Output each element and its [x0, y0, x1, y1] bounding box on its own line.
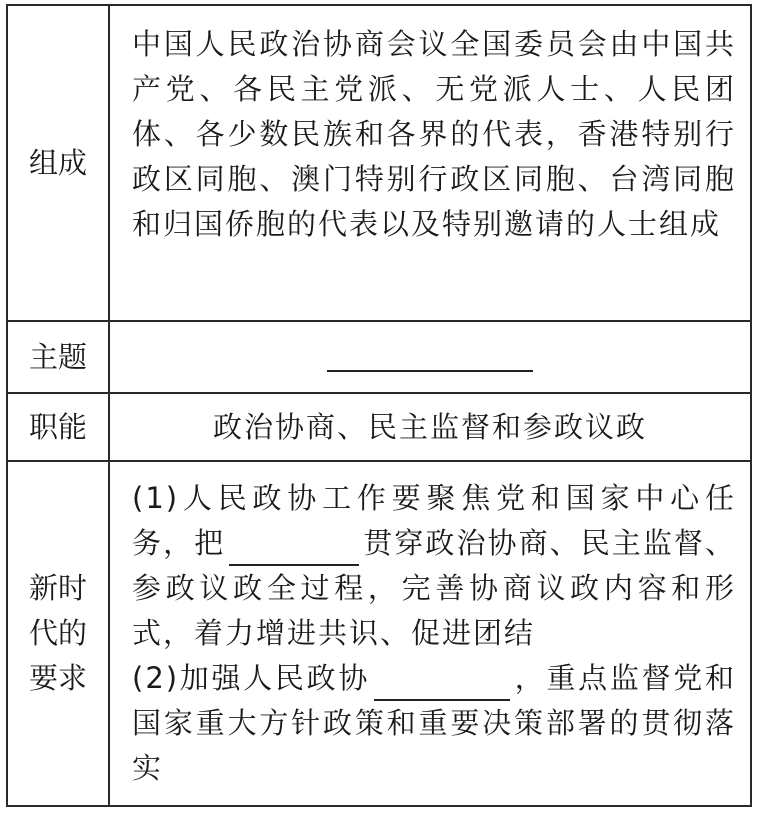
label-line: 新时: [28, 571, 87, 605]
fill-in-blank-2[interactable]: [374, 667, 510, 701]
requirement-item-1: [132, 476, 736, 656]
row-theme: [8, 322, 750, 394]
label-line: 代的: [28, 616, 87, 650]
requirements-text: [110, 462, 750, 805]
item2-text-before: (2)加强人民政协: [132, 661, 371, 695]
theme-answer-blank[interactable]: [327, 340, 533, 372]
composition-text: 中国人民政治协商会议全国委员会由中国共产党、各民主党派、无党派人士、人民团体、各少数民族和各界的代表，香港特别行政区同胞、澳门特别行政区同胞、台湾同胞和归国侨胞的代表以及特别邀请的人士组成: [132, 27, 736, 241]
label-theme: 主题: [8, 322, 110, 392]
row-composition: [8, 6, 750, 322]
item1-text-after: 贯穿政治协商、民主监督、参政议政全过程，完善协商议政内容和形式，着力增进共识、促进团结: [132, 526, 736, 650]
label-composition: 组成: [8, 6, 110, 320]
label-line: 要求: [28, 661, 87, 695]
row-function: [8, 394, 750, 462]
function-text: 政治协商、民主监督和参政议政: [212, 409, 647, 444]
row-new-era-requirements: [8, 462, 750, 805]
theme-cell: [110, 322, 750, 392]
label-function: 职能: [8, 394, 110, 460]
label-new-era-requirements: [8, 462, 110, 805]
item1-text-before: (1)人民政协工作要聚焦党和国家中心任务，把: [132, 481, 736, 560]
item2-text-after: ，重点监督党和国家重大方针政策和重要决策部署的贯彻落实: [132, 661, 736, 785]
cppcc-table: [6, 4, 752, 807]
requirement-item-2: [132, 656, 736, 791]
fill-in-blank-1[interactable]: [229, 532, 359, 566]
